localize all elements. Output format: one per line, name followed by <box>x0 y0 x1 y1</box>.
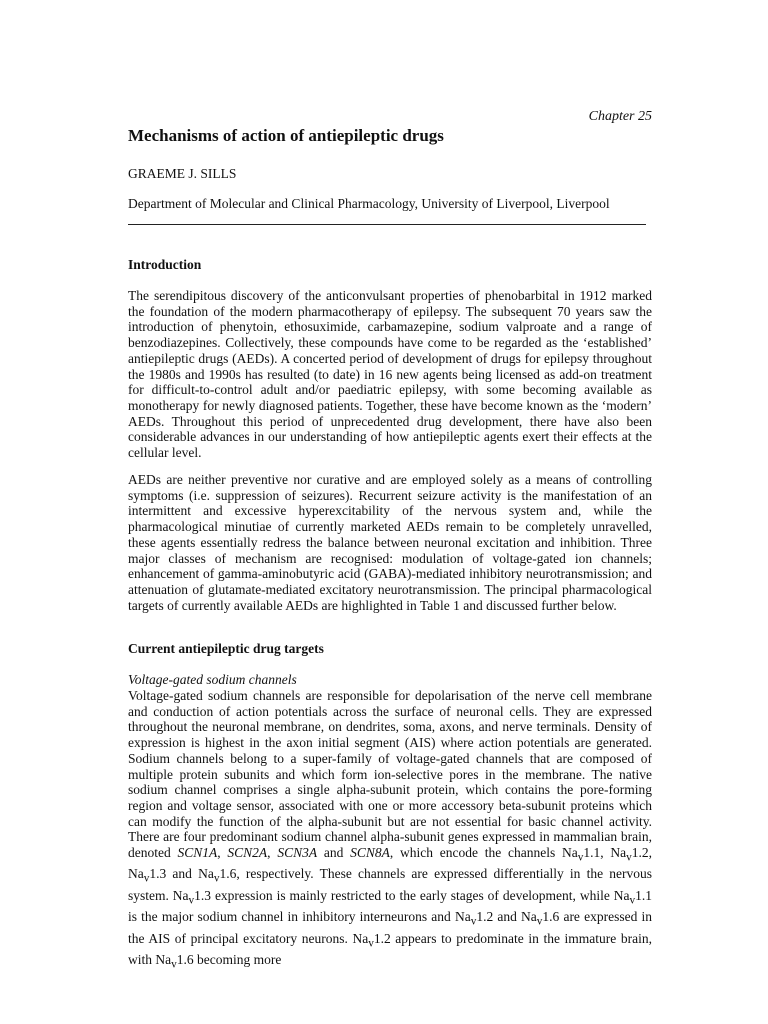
gene-name: SCN3A <box>277 845 318 861</box>
subscript-v: v <box>188 894 195 907</box>
paragraph-text: 1.6 are expressed in the AIS of principal excitatory neurons. Na <box>128 909 652 946</box>
paragraph-text: 1.6 becoming more <box>176 951 282 967</box>
paragraph-text: 1.3 and Na <box>149 866 214 882</box>
header-divider <box>128 224 646 225</box>
gene-separator: , <box>267 845 278 861</box>
author-name: GRAEME J. SILLS <box>128 166 237 181</box>
subscript-v: v <box>143 873 150 886</box>
paragraph-text: 1.2 and Na <box>476 909 537 925</box>
paragraph-text: , which encode the channels Na <box>389 845 578 861</box>
section-heading-drug-targets: Current antiepileptic drug targets <box>128 641 324 656</box>
subscript-v: v <box>470 915 477 928</box>
introduction-paragraph-2: AEDs are neither preventive nor curative and are employed solely as a means of controlling symptoms (i.e. suppression of seizures). Recurrent seizure activity is the manifestation of an intermittent and excessive hyperexcitability of the nervous system and, while the pharmacological minutiae of currently marketed AEDs remain to be completely unravelled, these agents essentially redress the balance between neuronal excitation and inhibition. Three major classes of mechanism are recognised: modulation of voltage-gated ion channels; enhancement of gamma-aminobutyric acid (GABA)-mediated inhibitory neurotransmission; and attenuation of glutamate-mediated excitatory neurotransmission. The principal pharmacological targets of currently available AEDs are highlighted in Table 1 and discussed further below. <box>128 472 652 613</box>
subscript-v: v <box>626 851 632 864</box>
author-affiliation: Department of Molecular and Clinical Pharmacology, University of Liverpool, Liverpool <box>128 196 610 211</box>
subscript-v: v <box>171 958 177 971</box>
paragraph-text: Voltage-gated sodium channels are responsible for depolarisation of the nerve cell membrane and conduction of action potentials across the surface of neuronal cells. They are expressed throughout the neuronal membrane, on dendrites, soma, axons, and nerve terminals. Density of expression is highest in the axon initial segment (AIS) where action potentials are generated. Sodium channels belong to a super-family of voltage-gated channels that are composed of multiple protein subunits and which form ion-selective pores in the membrane. The native sodium channel comprises a single alpha-subunit protein, which contains the pore-forming region and voltage sensor, associated with one or more accessory beta-subunit proteins which can modify the function of the alpha-subunit but are not essential for basic channel activity. There are four predominant sodium channel alpha-subunit genes expressed in mammalian brain, denoted <box>128 688 652 861</box>
gene-name: SCN8A <box>350 845 390 861</box>
paragraph-text: 1.3 expression is mainly restricted to the early stages of development, while Na <box>194 887 630 903</box>
gene-separator: , <box>217 845 228 861</box>
introduction-paragraph-1: The serendipitous discovery of the anticonvulsant properties of phenobarbital in 1912 marked the foundation of the modern pharmacotherapy of epilepsy. The subsequent 70 years saw the introduction of phenytoin, ethosuximide, carbamazepine, sodium valproate and a range of benzodiazepines. Collectively, these compounds have come to be regarded as the ‘established’ antiepileptic drugs (AEDs). A concerted period of development of drugs for epilepsy throughout the 1980s and 1990s has resulted (to date) in 16 new agents being licensed as add-on treatment for difficult-to-control adult and/or paediatric epilepsy, with some becoming available as monotherapy for newly diagnosed patients. Together, these have become known as the ‘modern’ AEDs. Throughout this period of unprecedented drug development, there have also been considerable advances in our understanding of how antiepileptic agents exert their effects at the cellular level. <box>128 288 652 461</box>
paragraph-text: 1.2, Na <box>128 845 652 882</box>
gene-separator: and <box>317 845 351 861</box>
subscript-v: v <box>536 915 543 928</box>
chapter-label: Chapter 25 <box>588 109 652 124</box>
paragraph-text: 1.1 is the major sodium channel in inhibitory interneurons and Na <box>128 887 652 925</box>
paragraph-text: 1.6, respectively. These channels are expressed differentially in the nervous system. Na <box>128 866 652 903</box>
paragraph-text: 1.2 appears to predominate in the immature brain, with Na <box>128 930 652 967</box>
subscript-v: v <box>213 873 220 886</box>
subscript-v: v <box>368 937 374 950</box>
gene-name: SCN2A <box>227 845 268 861</box>
subscript-v: v <box>629 894 636 907</box>
chapter-title: Mechanisms of action of antiepileptic drugs <box>128 126 444 145</box>
sodium-channels-paragraph <box>128 688 652 973</box>
section-heading-introduction: Introduction <box>128 257 202 272</box>
paragraph-text: 1.1, Na <box>583 845 627 861</box>
gene-name: SCN1A <box>177 845 218 861</box>
subscript-v: v <box>577 851 584 864</box>
subsection-heading-sodium-channels: Voltage-gated sodium channels <box>128 672 297 687</box>
